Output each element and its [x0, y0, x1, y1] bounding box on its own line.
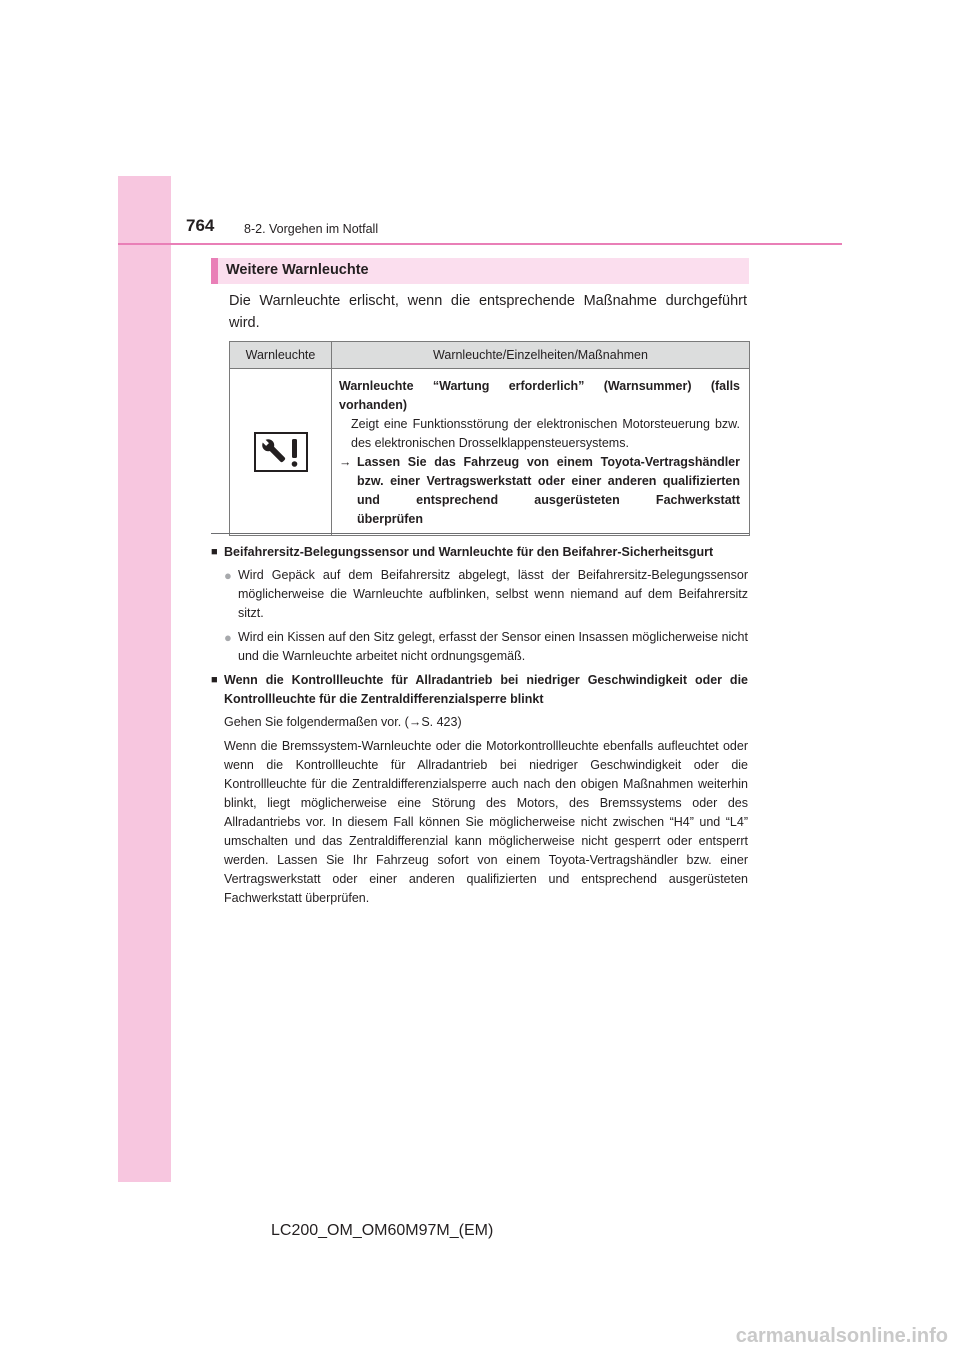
note-paragraph: Gehen Sie folgendermaßen vor. (→S. 423): [224, 715, 462, 729]
warning-action-text: Lassen Sie das Fahrzeug von einem Toyota-Vertragshändler bzw. einer Vertragswerkstatt oder einer anderen qualifizierten und entsprechend ausgerüsteten Fachwerkstatt: [357, 455, 740, 507]
column-header-details: Warnleuchte/Einzelheiten/Maßnahmen: [332, 342, 750, 369]
section-heading-text: Weitere Warnleuchte: [226, 262, 369, 278]
warning-table: [229, 341, 750, 536]
warning-description: Zeigt eine Funktionsstörung der elektronischen Motorsteuerung bzw. des elektronischen Drosselklappensteuersystems.: [351, 417, 740, 450]
square-bullet-icon: ■: [211, 546, 218, 558]
bullet-dot-icon: ●: [224, 630, 232, 645]
warning-title: Warnleuchte “Wartung erforderlich” (Warnsummer) (falls vorhanden): [339, 379, 740, 412]
header-rule: [118, 243, 842, 245]
maintenance-required-wrench-icon: [254, 432, 308, 472]
icon-cell: [230, 369, 332, 536]
table-row: [230, 369, 750, 536]
page-number: 764: [186, 216, 215, 235]
note-heading-4wd-indicator: [211, 671, 748, 709]
heading-accent: [211, 258, 218, 284]
note-heading-seat-sensor: [211, 543, 748, 562]
list-item: [224, 628, 748, 666]
list-item-text: Wird ein Kissen auf den Sitz gelegt, erfasst der Sensor einen Insassen möglicherweise nicht und die Warnleuchte arbeitet nicht ordnungsgemäß.: [238, 630, 748, 663]
note-heading-text: Beifahrersitz-Belegungssensor und Warnleuchte für den Beifahrer-Sicherheitsgurt: [224, 545, 714, 559]
square-bullet-icon: ■: [211, 674, 218, 686]
side-tab-bar: [118, 176, 171, 1182]
bullet-dot-icon: ●: [224, 568, 232, 583]
footer-code: LC200_OM_OM60M97M_(EM): [271, 1222, 494, 1239]
note-heading-text: Wenn die Kontrollleuchte für Allradantrieb bei niedriger Geschwindigkeit oder die Kontrollleuchte für die Zentraldifferenzialsperre blinkt: [224, 673, 748, 706]
details-cell: [332, 369, 750, 536]
section-heading: [211, 258, 749, 284]
notes-section: [211, 543, 748, 913]
warning-action-end: überprüfen: [357, 512, 423, 526]
arrow-icon: →: [339, 455, 352, 469]
list-item: [224, 566, 748, 623]
warning-action: [339, 453, 740, 529]
list-item-text: Wird Gepäck auf dem Beifahrersitz abgelegt, lässt der Beifahrersitz-Belegungssensor möglicherweise die Warnleuchte aufblinken, selbst wenn niemand auf dem Beifahrersitz sitzt.: [238, 568, 748, 620]
note-paragraph: Wenn die Bremssystem-Warnleuchte oder die Motorkontrollleuchte ebenfalls aufleuchtet oder wenn die Kontrollleuchte für Allradantrieb bei niedriger Geschwindigkeit oder die Kontrollleuchte für die Zentraldifferenzialsperre auch nach den obigen Maßnahmen weiterhin blinkt, liegt möglicherweise eine Störung des Motors, des Bremssystems oder des Allradantriebs vor. In diesem Fall können Sie möglicherweise nicht zwischen “H4” und “L4” umschalten und das Zentraldifferenzial kann möglicherweise nicht gesperrt oder entsperrt werden. Lassen Sie Ihr Fahrzeug sofort von einem Toyota-Vertragshändler bzw. einer Vertragswerkstatt oder einer anderen qualifizierten und entsprechend ausgerüsteten Fachwerkstatt überprüfen.: [224, 739, 748, 905]
section-title: 8-2. Vorgehen im Notfall: [244, 222, 379, 236]
column-header-warnleuchte: Warnleuchte: [230, 342, 332, 369]
section-divider: [211, 533, 749, 534]
intro-text: Die Warnleuchte erlischt, wenn die entsprechende Maßnahme durchgeführt wird.: [229, 293, 747, 331]
watermark: carmanualsonline.info: [735, 1325, 948, 1347]
